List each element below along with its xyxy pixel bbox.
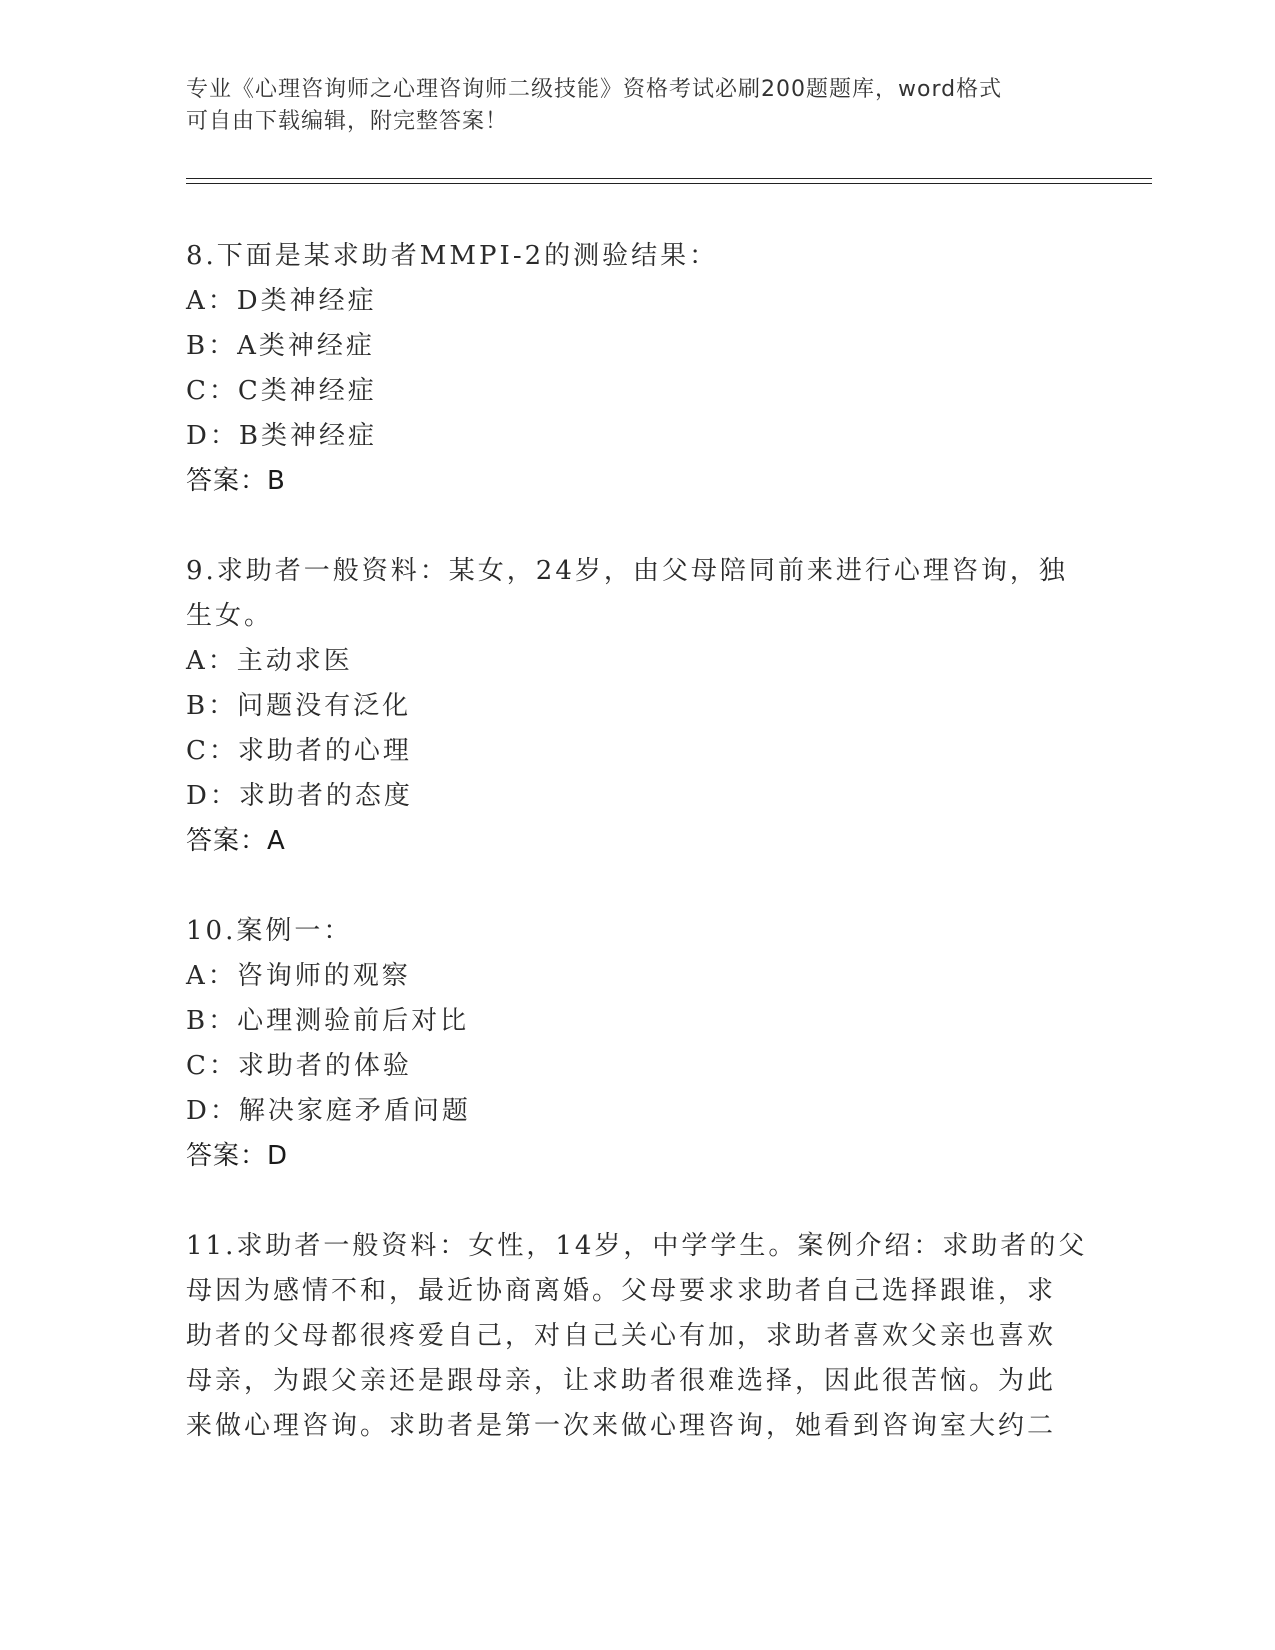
question-8-answer: 答案：B	[186, 466, 286, 496]
question-9-option-c: C：求助者的心理	[186, 736, 412, 766]
question-9-option-d: D：求助者的态度	[186, 781, 413, 811]
header-divider-bottom	[186, 183, 1152, 184]
document-header	[186, 74, 1086, 138]
question-10-option-a: A：咨询师的观察	[186, 961, 411, 991]
question-9-stem-line-2: 生女。	[186, 601, 274, 631]
question-8-option-a: A：D类神经症	[186, 286, 377, 316]
question-8-stem: 8.下面是某求助者MMPI-2的测验结果：	[186, 241, 719, 271]
question-11-stem-line-1: 11.求助者一般资料：女性，14岁，中学学生。案例介绍：求助者的父	[186, 1231, 1088, 1261]
header-line-1: 专业《心理咨询师之心理咨询师二级技能》资格考试必刷200题题库，word格式	[186, 77, 1003, 102]
question-10-answer: 答案：D	[186, 1141, 289, 1171]
question-9-option-a: A：主动求医	[186, 646, 353, 676]
question-11-stem-line-5: 来做心理咨询。求助者是第一次来做心理咨询，她看到咨询室大约二	[186, 1411, 1057, 1441]
question-8-option-c: C：C类神经症	[186, 376, 377, 406]
question-11-stem-line-2: 母因为感情不和，最近协商离婚。父母要求求助者自己选择跟谁，求	[186, 1276, 1057, 1306]
question-11-stem-line-4: 母亲，为跟父亲还是跟母亲，让求助者很难选择，因此很苦恼。为此	[186, 1366, 1057, 1396]
question-10-option-d: D：解决家庭矛盾问题	[186, 1096, 471, 1126]
question-8-option-b: B：A类神经症	[186, 331, 375, 361]
question-10-option-b: B：心理测验前后对比	[186, 1006, 470, 1036]
question-9-answer: 答案：A	[186, 826, 286, 856]
header-divider-top	[186, 178, 1152, 179]
question-9-stem-line-1: 9.求助者一般资料：某女，24岁，由父母陪同前来进行心理咨询，独	[186, 556, 1068, 586]
question-10-option-c: C：求助者的体验	[186, 1051, 412, 1081]
question-9-option-b: B：问题没有泛化	[186, 691, 412, 721]
header-line-2: 可自由下载编辑，附完整答案！	[186, 109, 509, 134]
question-10-stem: 10.案例一：	[186, 916, 353, 946]
question-11-stem-line-3: 助者的父母都很疼爱自己，对自己关心有加，求助者喜欢父亲也喜欢	[186, 1321, 1057, 1351]
question-8-option-d: D：B类神经症	[186, 421, 377, 451]
